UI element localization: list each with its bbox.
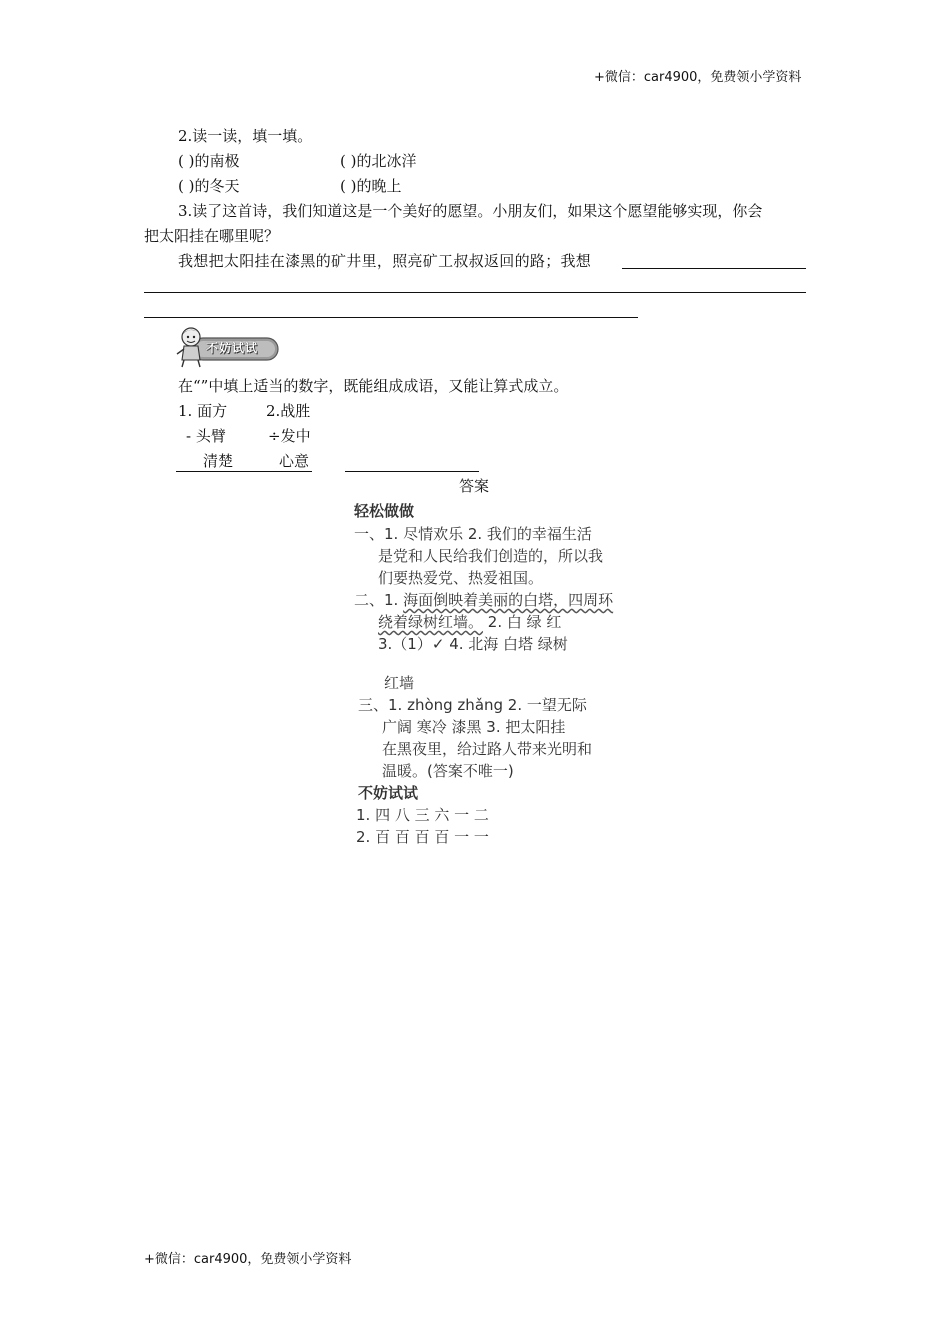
q2-blank-winter: ( )的冬天 [178,177,240,195]
answers-section-try: 不妨试试 [358,784,419,802]
try-instruction: 在“”中填上适当的数字，既能组成成语，又能让算式成立。 [178,377,569,395]
try-it-badge-label: 不妨试试 [206,341,259,355]
answer-line: 广阔 寒冷 漆黑 3. 把太阳挂 [382,718,566,736]
try-item1-row1: 1. 面方 [178,402,228,420]
footer-note: +微信：car4900，免费领小学资料 [144,1252,352,1267]
answer-line [354,591,613,609]
answer-line: 2. 百 百 百 百 一 一 [356,828,489,846]
q3-example: 我想把太阳挂在漆黑的矿井里，照亮矿工叔叔返回的路；我想 [178,252,592,270]
answer-text: 2. 白 绿 红 [483,613,562,631]
answer-line: 是党和人民给我们创造的，所以我 [378,547,604,565]
q3-answer-line-1 [622,268,806,269]
q2-blank-arctic-ocean: ( )的北冰洋 [340,152,417,170]
answer-line: 温暖。(答案不唯一) [382,762,514,780]
answer-key [349,498,641,848]
answer-line: 们要热爱党、热爱祖国。 [378,569,544,587]
answer-line: 一、1. 尽情欢乐 2. 我们的幸福生活 [354,525,592,543]
answer-line: 红墙 [384,674,415,692]
try-item1-row2: - 头臂 [186,427,226,445]
q3-line1: 3.读了这首诗，我们知道这是一个美好的愿望。小朋友们，如果这个愿望能够实现，你会 [178,202,763,220]
try-it-badge [176,324,280,368]
answers-section-easy: 轻松做做 [354,502,415,520]
try-underline-1 [176,471,312,472]
answer-line: 三、1. zhòng zhǎng 2. 一望无际 [358,696,587,714]
q3-line2: 把太阳挂在哪里呢？ [144,227,280,245]
answer-wavy-text: 海面倒映着美丽的白塔，四周环 [403,591,614,609]
q2-blank-south-pole: ( )的南极 [178,152,240,170]
answer-line: 在黑夜里，给过路人带来光明和 [382,740,593,758]
try-underline-2 [345,471,479,472]
q3-answer-line-2 [144,292,806,293]
answer-label: 二、1. [354,591,404,609]
try-item1-row3: 清楚 [203,452,234,470]
try-item2-row3: 心意 [279,452,310,470]
header-note: +微信：car4900，免费领小学资料 [594,70,802,85]
try-item2-row1: 2.战胜 [266,402,311,420]
answer-wavy-text: 绕着绿树红墙。 [378,613,484,631]
answer-line: 3.（1）✓ 4. 北海 白塔 绿树 [378,635,568,653]
answer-line [378,613,561,631]
q3-answer-line-3 [144,317,638,318]
answer-line: 1. 四 八 三 六 一 二 [356,806,489,824]
q2-title: 2.读一读，填一填。 [178,127,313,145]
answers-title: 答案 [459,477,490,495]
try-item2-row2: ÷发中 [268,427,311,445]
q2-blank-night: ( )的晚上 [340,177,402,195]
